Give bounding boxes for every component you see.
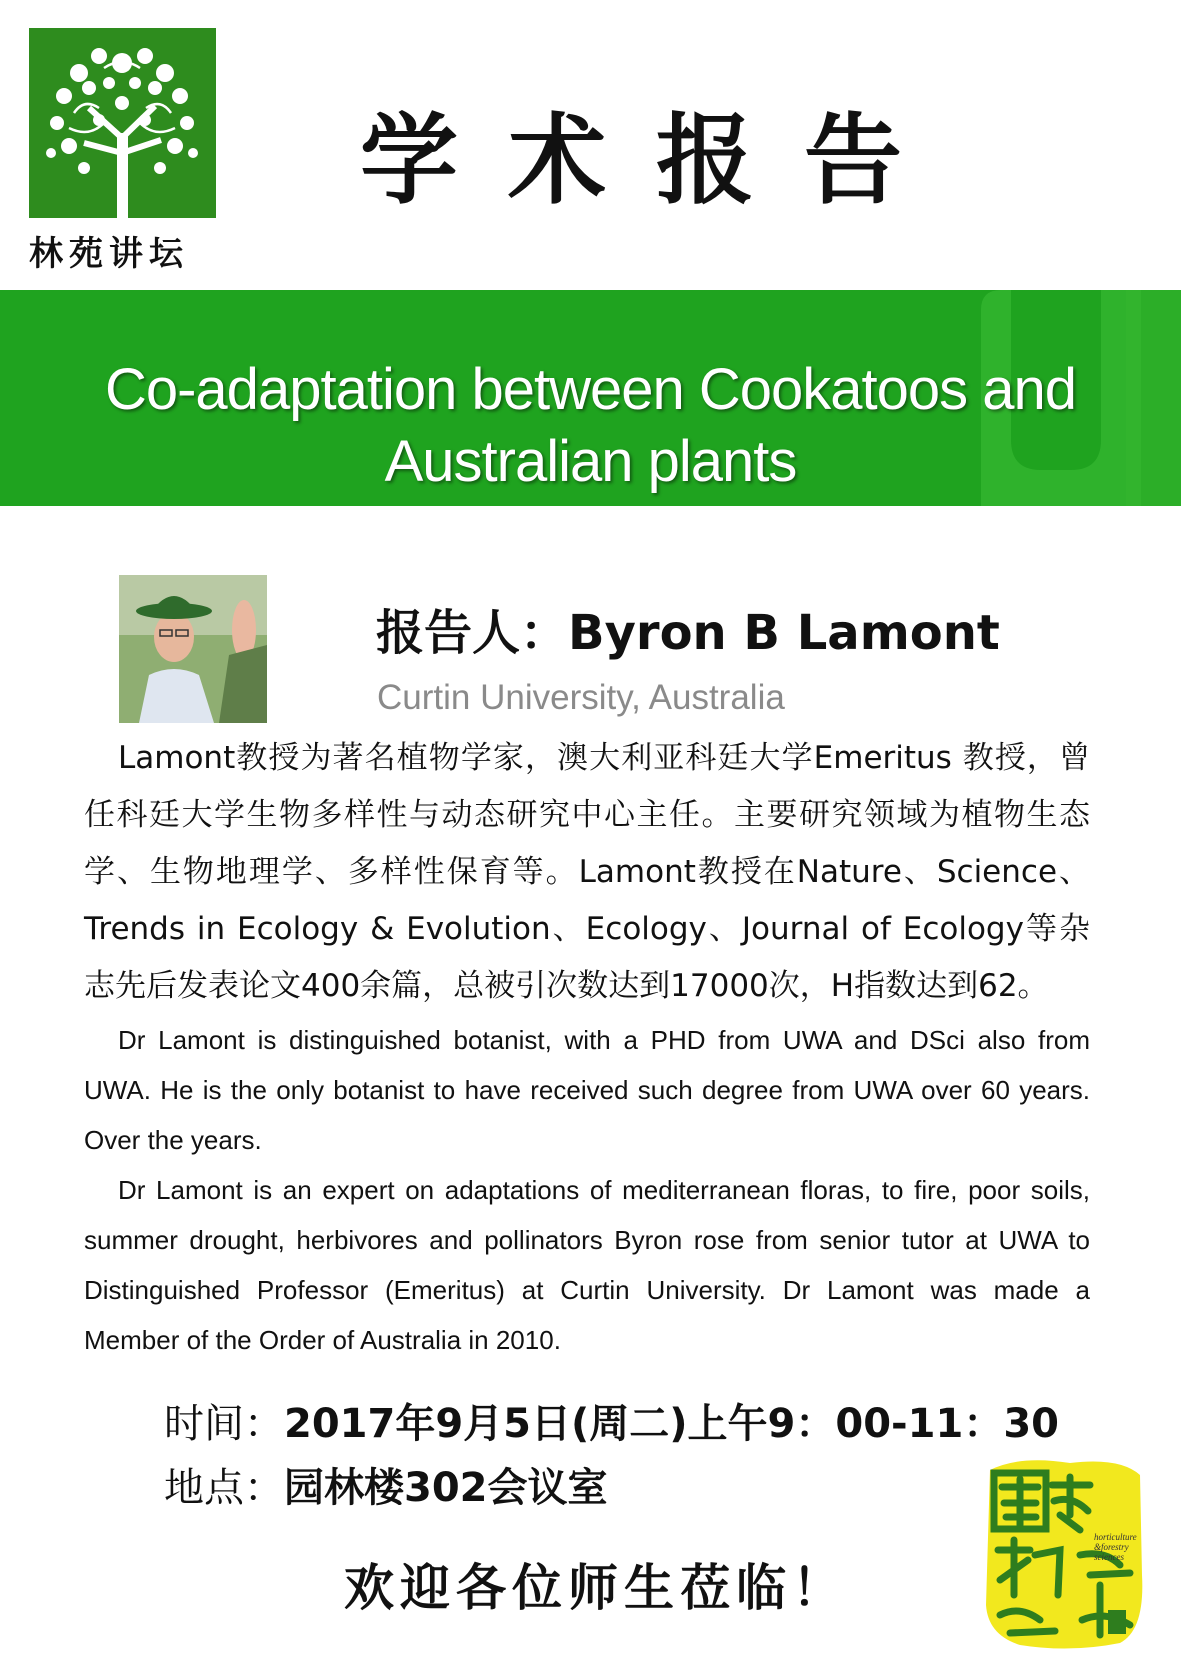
place-label: 地点： [164, 1465, 284, 1511]
tree-icon [29, 28, 216, 218]
place-value: 园林楼302会议室 [284, 1465, 608, 1511]
speaker-name: Byron B Lamont [568, 605, 1000, 661]
talk-title-line1: Co-adaptation between Cookatoos and [104, 357, 1077, 422]
speaker-line [376, 594, 1000, 663]
forum-logo [29, 28, 216, 218]
time-label: 时间： [164, 1401, 284, 1447]
bio-english-paragraph-2: Dr Lamont is an expert on adaptations of mediterranean floras, to fire, poor soils, summer drought, herbivores and pollinators Byron rose from senior tutor at UWA to Distinguished Professor (Emeritus) at Curtin University. Dr Lamont was made a Member of the Order of Australia in 2010. [84, 1175, 1090, 1355]
stamp-english-text [1094, 1532, 1148, 1562]
speaker-label: 报告人： [376, 605, 569, 661]
title-banner [0, 290, 1181, 506]
page-title: 学术报告 [360, 104, 953, 218]
talk-title-line2: Australian plants [384, 429, 797, 494]
stamp-en-line1: horticulture [1094, 1532, 1137, 1542]
logo-caption: 林苑讲坛 [29, 234, 189, 274]
bio-chinese: Lamont教授为著名植物学家，澳大利亚科廷大学Emeritus 教授，曾任科廷大学生物多样性与动态研究中心主任。主要研究领域为植物生态学、生物地理学、多样性保育等。Lamont教授在Nature、Science、Trends in Ecology & Evolution、Ecology、Journal of Ecology等杂志先后发表论文400余篇，总被引次数达到17000次，H指数达到62。 [84, 740, 1090, 1004]
bio-english-paragraph-1: Dr Lamont is distinguished botanist, with a PHD from UWA and DSci also from UWA. He is the only botanist to have received such degree from UWA over 60 years. Over the years. [84, 1025, 1090, 1155]
speaker-photo [119, 575, 267, 723]
stamp-en-line2: &forestry [1094, 1542, 1129, 1552]
event-time [164, 1392, 1059, 1449]
event-place [164, 1456, 608, 1513]
stamp-en-line3: sciences [1094, 1552, 1124, 1562]
talk-title [20, 354, 1161, 498]
time-value: 2017年9月5日(周二)上午9：00-11：30 [284, 1401, 1059, 1447]
speaker-affiliation: Curtin University, Australia [377, 678, 785, 717]
welcome-message: 欢迎各位师生莅临！ [344, 1558, 848, 1617]
